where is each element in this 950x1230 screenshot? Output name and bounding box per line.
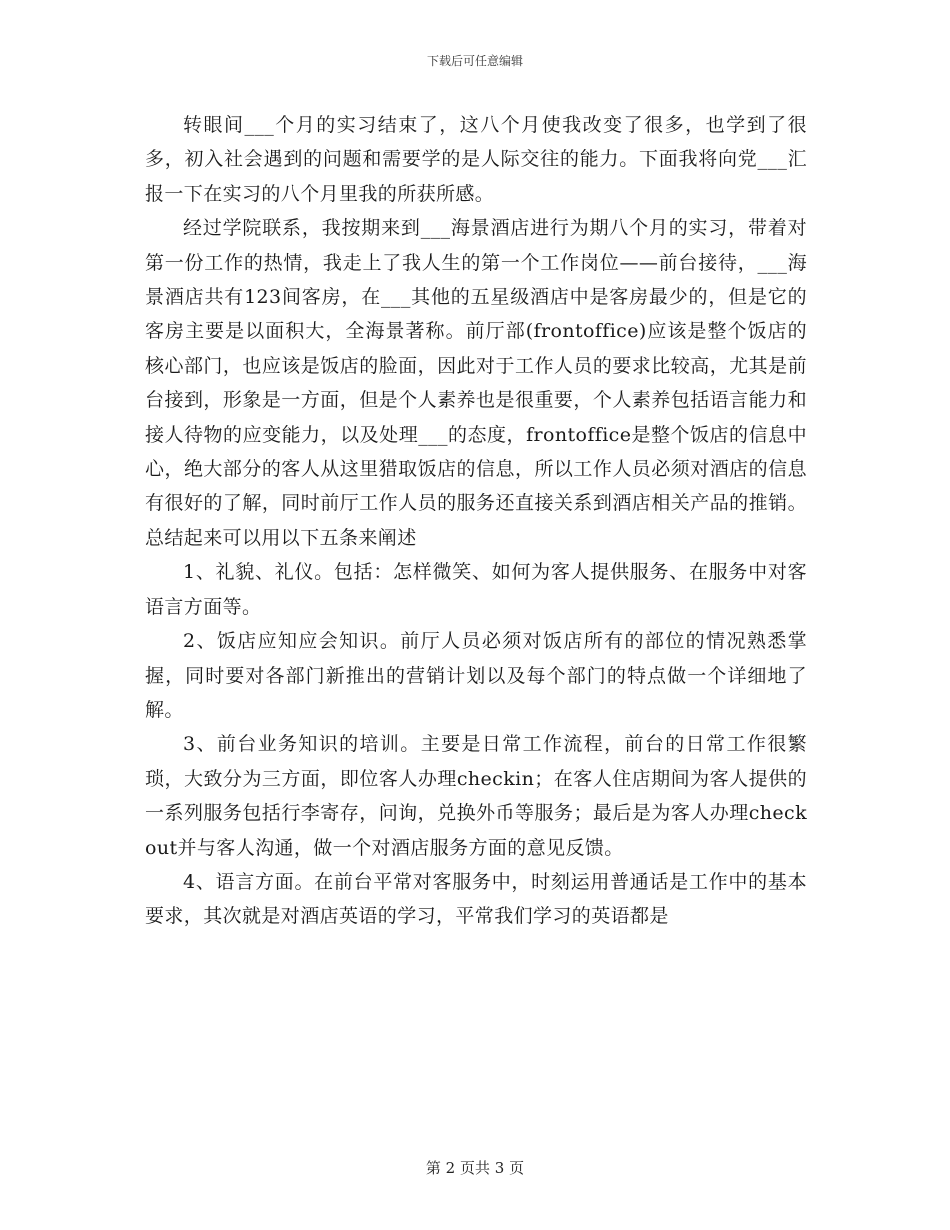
paragraph-item-1: 1、礼貌、礼仪。包括：怎样微笑、如何为客人提供服务、在服务中对客语言方面等。 bbox=[145, 561, 807, 618]
paragraph-item-2: 2、饭店应知应会知识。前厅人员必须对饭店所有的部位的情况熟悉掌握，同时要对各部门新推出的营销计划以及每个部门的特点做一个详细地了解。 bbox=[145, 630, 807, 721]
paragraph-item-3: 3、前台业务知识的培训。主要是日常工作流程，前台的日常工作很繁琐，大致分为三方面，即位客人办理checkin；在客人住店期间为客人提供的一系列服务包括行李寄存，问询，兑换外币等服务；最后是为客人办理checkout并与客人沟通，做一个对酒店服务方面的意见反馈。 bbox=[145, 733, 807, 859]
paragraph-intro: 转眼间___个月的实习结束了，这八个月使我改变了很多，也学到了很多，初入社会遇到的问题和需要学的是人际交往的能力。下面我将向党___汇报一下在实习的八个月里我的所获所感。 bbox=[145, 114, 807, 205]
paragraph-item-4: 4、语言方面。在前台平常对客服务中，时刻运用普通话是工作中的基本要求，其次就是对酒店英语的学习，平常我们学习的英语都是 bbox=[145, 870, 807, 928]
document-body bbox=[145, 108, 807, 934]
paragraph-internship-overview: 经过学院联系，我按期来到___海景酒店进行为期八个月的实习，带着对第一份工作的热情，我走上了我人生的第一个工作岗位——前台接待，___海景酒店共有123间客房，在___其他的五星级酒店中是客房最少的，但是它的客房主要是以面积大，全海景著称。前厅部(frontoffice)应该是整个饭店的核心部门，也应该是饭店的脸面，因此对于工作人员的要求比较高，尤其是前台接到，形象是一方面，但是个人素养也是很重要，个人素养包括语言能力和接人待物的应变能力，以及处理___的态度，frontoffice是整个饭店的信息中心，绝大部分的客人从这里猎取饭店的信息，所以工作人员必须对酒店的信息有很好的了解，同时前厅工作人员的服务还直接关系到酒店相关产品的推销。总结起来可以用以下五条来阐述 bbox=[145, 217, 807, 549]
page-number: 第 2 页共 3 页 bbox=[425, 1159, 525, 1177]
page-header-note: 下载后可任意编辑 bbox=[426, 54, 523, 68]
